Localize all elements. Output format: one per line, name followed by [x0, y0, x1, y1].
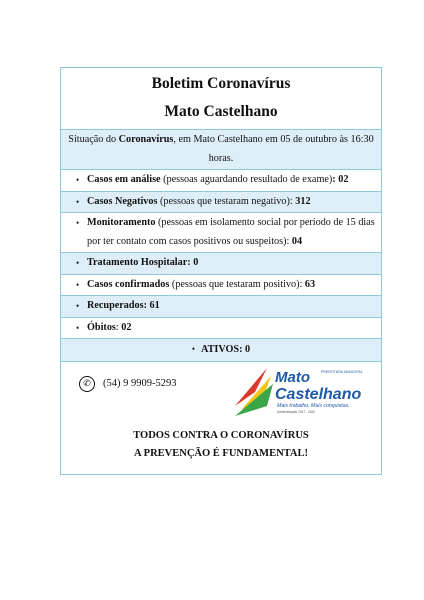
item-value: : 02 [332, 174, 349, 185]
bullet-icon: • [76, 301, 80, 311]
bullet-icon: • [76, 218, 80, 228]
phone-number: (54) 9 9909-5293 [103, 378, 177, 389]
phone-contact [79, 376, 177, 392]
list-item [61, 318, 381, 340]
slogan-line-2: A PREVENÇÃO É FUNDAMENTAL! [134, 447, 308, 459]
list-item [61, 192, 381, 214]
bullet-icon: • [76, 322, 80, 333]
item-value: 02 [121, 321, 132, 333]
item-label: Monitoramento [87, 217, 156, 228]
intro-text-rest: , em Mato Castelhano em 05 de outubro às 16:30 horas. [173, 134, 374, 164]
list-item [61, 296, 381, 318]
item-desc: (pessoas aguardando resultado de exame) [160, 174, 333, 185]
logo-tagline: Mais trabalho. Mais conquistas. [277, 402, 350, 409]
active-row [61, 339, 381, 362]
item-value: 04 [291, 235, 303, 247]
bullet-icon: • [191, 344, 195, 354]
list-item [61, 213, 381, 253]
item-label: Casos confirmados [87, 278, 170, 290]
intro-row [61, 130, 381, 170]
bulletin-box [60, 67, 382, 475]
intro-bold: Coronavírus [118, 134, 174, 145]
item-desc: (pessoas que testaram negativo): [157, 195, 296, 207]
bullet-icon: • [76, 279, 80, 290]
item-label: Recuperados: 61 [87, 300, 160, 311]
item-label: Casos Negativos [87, 195, 158, 207]
bullet-icon: • [76, 175, 80, 185]
item-value: 312 [295, 195, 311, 207]
item-value: 63 [304, 278, 316, 290]
intro-text: Situação do [68, 134, 119, 145]
logo-term: Administração 2017 - 2020 [277, 409, 316, 414]
list-item [61, 253, 381, 275]
logo-word-2: Castelhano [275, 385, 362, 403]
logo-word-1: Mato [275, 368, 310, 386]
slogan [61, 427, 381, 463]
list-item [61, 275, 381, 297]
item-label: Tratamento Hospitalar: 0 [87, 257, 199, 268]
phone-icon: ✆ [79, 376, 95, 392]
item-desc: (pessoas que testaram positivo): [169, 278, 305, 290]
item-desc: : [115, 321, 122, 333]
item-label: Casos em análise [87, 174, 161, 185]
bulletin-title: Boletim Coronavírus [151, 75, 291, 92]
bulletin-subtitle: Mato Castelhano [164, 103, 278, 120]
list-item [61, 170, 381, 192]
item-label: Óbitos [87, 321, 116, 333]
bulletin-header [61, 68, 381, 130]
logo-badge: PREFEITURA MUNICIPAL [321, 369, 363, 374]
bullet-icon: • [76, 258, 80, 268]
city-logo [233, 366, 373, 416]
bullet-icon: • [76, 196, 80, 207]
active-count: ATIVOS: 0 [201, 344, 251, 355]
footer [61, 362, 381, 474]
slogan-line-1: TODOS CONTRA O CORONAVÍRUS [133, 429, 309, 441]
item-desc: (pessoas em isolamento social por período de 15 dias por ter contato com casos positivos ou suspeitos): [87, 217, 375, 247]
